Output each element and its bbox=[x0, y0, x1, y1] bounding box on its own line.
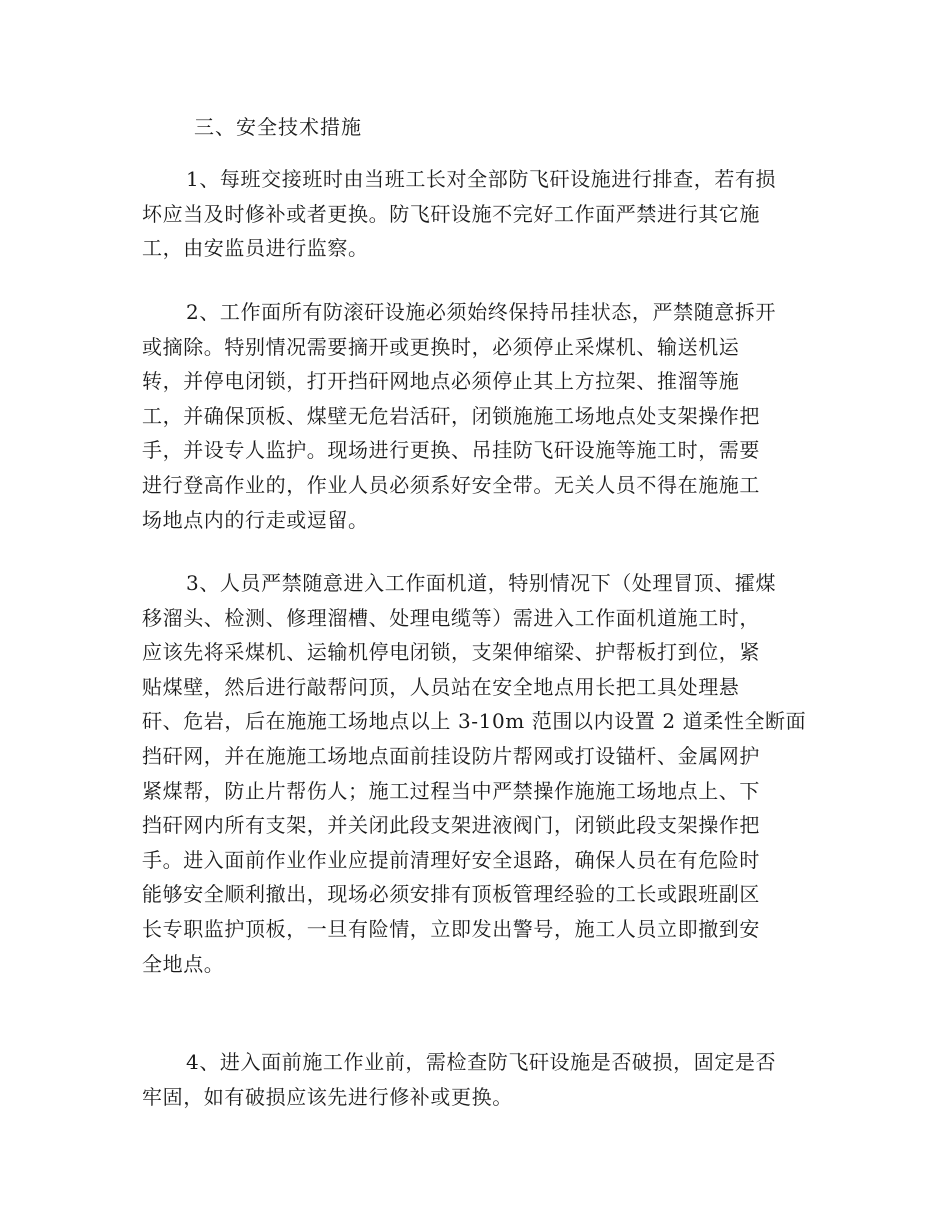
section-heading: 三、安全技术措施 bbox=[194, 115, 362, 139]
paragraph-line: 矸、危岩，后在施施工场地点以上 3-10m 范围以内设置 2 道柔性全断面 bbox=[142, 709, 807, 734]
paragraph-1 bbox=[142, 162, 812, 266]
paragraph-line: 能够安全顺利撤出，现场必须安排有顶板管理经验的工长或跟班副区 bbox=[142, 882, 760, 907]
paragraph-line: 牢固，如有破损应该先进行修补或更换。 bbox=[142, 1084, 513, 1109]
paragraph-line: 全地点。 bbox=[142, 951, 225, 976]
paragraph-line: 手，并设专人监护。现场进行更换、吊挂防飞矸设施等施工时，需要 bbox=[142, 438, 760, 463]
paragraph-line: 转，并停电闭锁，打开挡矸网地点必须停止其上方拉架、推溜等施 bbox=[142, 369, 740, 394]
paragraph-line: 贴煤壁，然后进行敲帮问顶，人员站在安全地点用长把工具处理悬 bbox=[142, 674, 740, 699]
paragraph-line: 手。进入面前作业作业应提前清理好安全退路，确保人员在有危险时 bbox=[142, 847, 760, 872]
paragraph-line: 坏应当及时修补或者更换。防飞矸设施不完好工作面严禁进行其它施 bbox=[142, 201, 760, 226]
paragraph-line: 工，由安监员进行监察。 bbox=[142, 236, 369, 261]
paragraph-3 bbox=[142, 566, 812, 981]
paragraph-line: 场地点内的行走或逗留。 bbox=[142, 507, 369, 532]
paragraph-line: 移溜头、检测、修理溜槽、处理电缆等）需进入工作面机道施工时， bbox=[142, 605, 760, 630]
paragraph-2 bbox=[142, 295, 812, 537]
paragraph-line: 4、进入面前施工作业前，需检查防飞矸设施是否破损，固定是否 bbox=[186, 1050, 777, 1074]
paragraph-line: 应该先将采煤机、运输机停电闭锁，支架伸缩梁、护帮板打到位，紧 bbox=[142, 640, 760, 665]
paragraph-line: 进行登高作业的，作业人员必须系好安全带。无关人员不得在施施工 bbox=[142, 472, 760, 497]
paragraph-line: 2、工作面所有防滚矸设施必须始终保持吊挂状态，严禁随意拆开 bbox=[186, 300, 777, 324]
paragraph-line: 3、人员严禁随意进入工作面机道，特别情况下（处理冒顶、攉煤 bbox=[186, 571, 777, 595]
paragraph-line: 1、每班交接班时由当班工长对全部防飞矸设施进行排查，若有损 bbox=[186, 167, 777, 191]
paragraph-line: 挡矸网内所有支架，并关闭此段支架进液阀门，闭锁此段支架操作把 bbox=[142, 813, 760, 838]
paragraph-line: 工，并确保顶板、煤壁无危岩活矸，闭锁施施工场地点处支架操作把 bbox=[142, 403, 760, 428]
paragraph-line: 挡矸网，并在施施工场地点面前挂设防片帮网或打设锚杆、金属网护 bbox=[142, 743, 760, 768]
paragraph-line: 紧煤帮，防止片帮伤人；施工过程当中严禁操作施施工场地点上、下 bbox=[142, 778, 760, 803]
paragraph-line: 长专职监护顶板，一旦有险情，立即发出警号，施工人员立即撤到安 bbox=[142, 916, 760, 941]
paragraph-line: 或摘除。特别情况需要摘开或更换时，必须停止采煤机、输送机运 bbox=[142, 334, 740, 359]
paragraph-4 bbox=[142, 1045, 812, 1114]
